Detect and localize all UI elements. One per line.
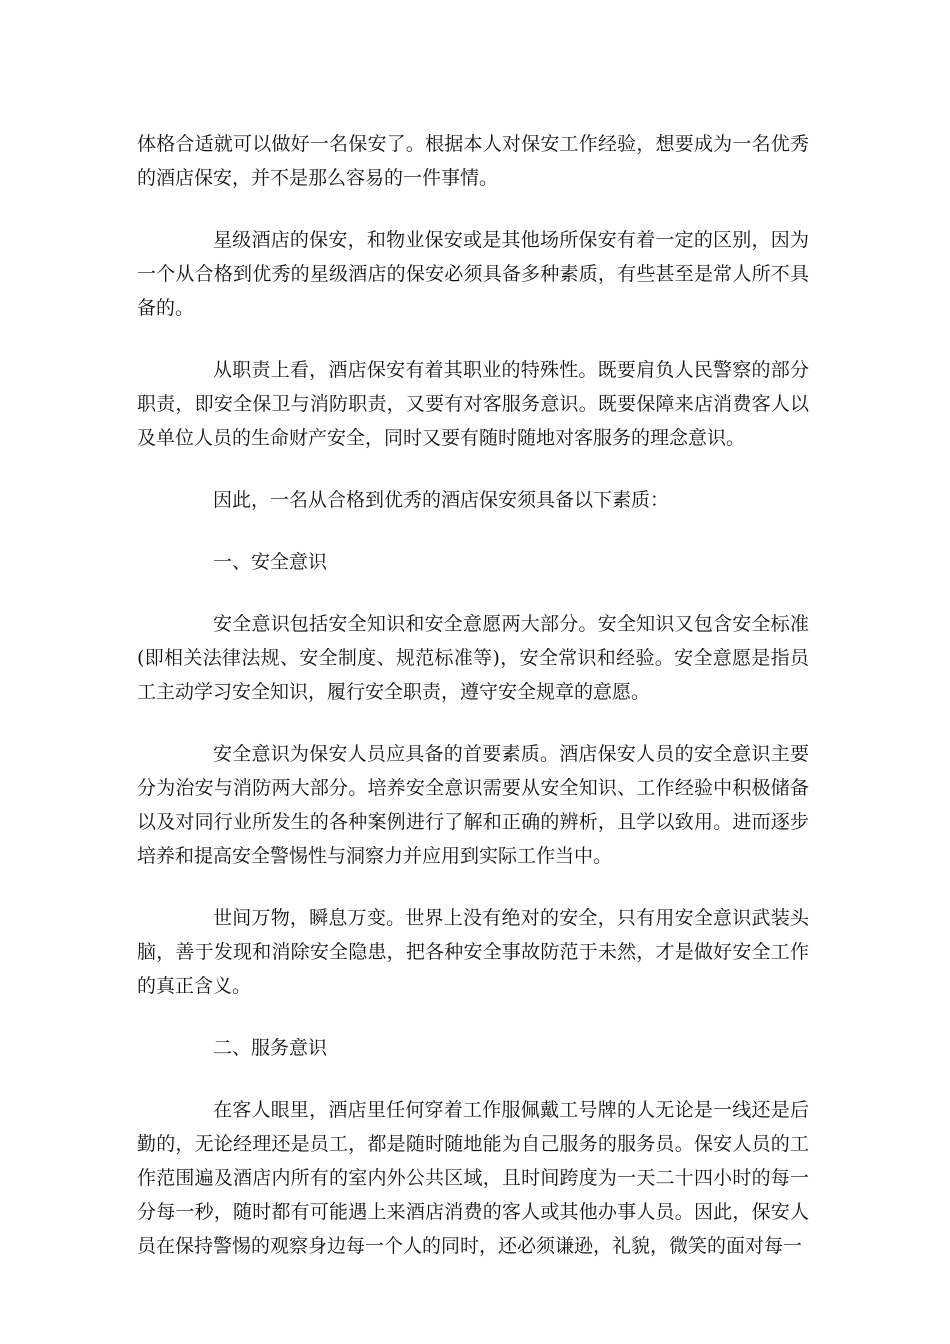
paragraph-duties: 从职责上看，酒店保安有着其职业的特殊性。既要肩负人民警察的部分职责，即安全保卫与消防职责，又要有对客服务意识。既要保障来店消费客人以及单位人员的生命财产安全，同时又要有随时随地对客服务的理念意识。 (137, 359, 809, 449)
paragraph-safety-meaning: 世间万物，瞬息万变。世界上没有绝对的安全，只有用安全意识武装头脑，善于发现和消除安全隐患，把各种安全事故防范于未然，才是做好安全工作的真正含义。 (137, 907, 809, 997)
section-heading-service-awareness: 二、服务意识 (213, 1037, 328, 1059)
paragraph-intro-continued: 体格合适就可以做好一名保安了。根据本人对保安工作经验，想要成为一名优秀的酒店保安，并不是那么容易的一件事情。 (137, 133, 809, 189)
paragraph-qualities-intro: 因此，一名从合格到优秀的酒店保安须具备以下素质： (213, 489, 670, 511)
paragraph-safety-definition: 安全意识包括安全知识和安全意愿两大部分。安全知识又包含安全标准(即相关法律法规、安全制度、规范标准等)，安全常识和经验。安全意愿是指员工主动学习安全知识，履行安全职责，遵守安全规章的意愿。 (137, 613, 809, 703)
document-body (137, 127, 809, 1291)
paragraph-safety-primary: 安全意识为保安人员应具备的首要素质。酒店保安人员的安全意识主要分为治安与消防两大部分。培养安全意识需要从安全知识、工作经验中积极储备以及对同行业所发生的各种案例进行了解和正确的辨析，且学以致用。进而逐步培养和提高安全警惕性与洞察力并应用到实际工作当中。 (137, 743, 809, 867)
paragraph-star-hotel-security: 星级酒店的保安，和物业保安或是其他场所保安有着一定的区别，因为一个从合格到优秀的星级酒店的保安必须具备多种素质，有些甚至是常人所不具备的。 (137, 229, 809, 319)
paragraph-service-guests: 在客人眼里，酒店里任何穿着工作服佩戴工号牌的人无论是一线还是后勤的，无论经理还是员工，都是随时随地能为自己服务的服务员。保安人员的工作范围遍及酒店内所有的室内外公共区域，且时间跨度为一天二十四小时的每一分每一秒，随时都有可能遇上来酒店消费的客人或其他办事人员。因此，保安人员在保持警惕的观察身边每一个人的同时，还必须谦逊，礼貌，微笑的面对每一 (137, 1099, 809, 1257)
section-heading-safety-awareness: 一、安全意识 (213, 551, 328, 573)
